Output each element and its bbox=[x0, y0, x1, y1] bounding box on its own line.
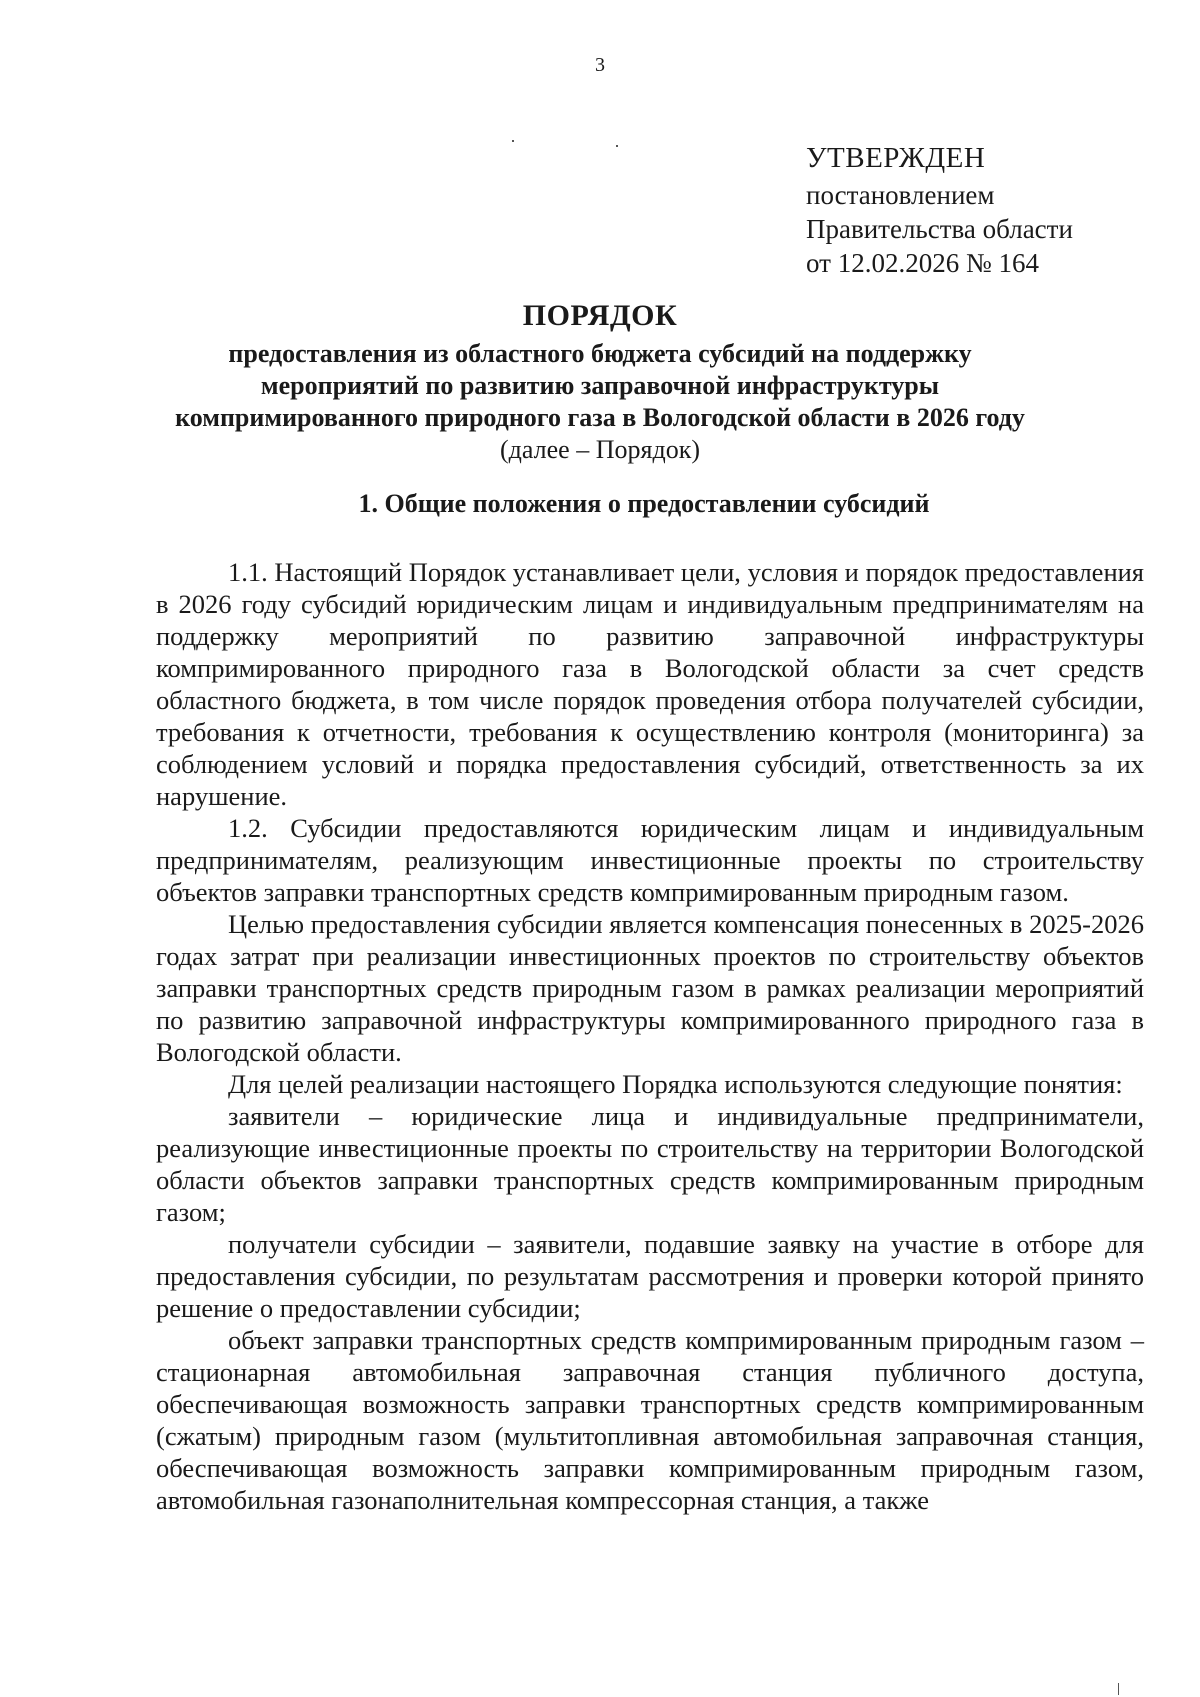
document-short-name: (далее – Порядок) bbox=[500, 435, 700, 464]
paragraph: получатели субсидии – заявители, подавшие заявку на участие в отборе для предоставления субсидии, по результатам рассмотрения и проверки которой принято решение о предоставлении субсидии; bbox=[156, 1229, 1144, 1323]
paragraph: заявители – юридические лица и индивидуальные предприниматели, реализующие инвестиционные проекты по строительству на территории Вологодской области объектов заправки транспортных средств компримированным природным газом; bbox=[156, 1101, 1144, 1227]
approval-stamp-block bbox=[806, 138, 1186, 280]
paragraph: Для целей реализации настоящего Порядка используются следующие понятия: bbox=[228, 1069, 1123, 1099]
approval-date-number: от 12.02.2026 № 164 bbox=[806, 248, 1039, 278]
document-subtitle-line: предоставления из областного бюджета субсидий на поддержку bbox=[228, 339, 972, 368]
scan-speck bbox=[512, 140, 514, 142]
approval-line: постановлением bbox=[806, 180, 995, 210]
scan-speck bbox=[616, 145, 618, 147]
approval-line: Правительства области bbox=[806, 214, 1073, 244]
document-body bbox=[156, 556, 1144, 1516]
scan-speck bbox=[1118, 1683, 1119, 1695]
document-subtitle-line: мероприятий по развитию заправочной инфраструктуры bbox=[260, 371, 940, 400]
document-title-block bbox=[0, 294, 1200, 466]
paragraph: Целью предоставления субсидии является компенсация понесенных в 2025-2026 годах затрат при реализации инвестиционных проектов по строительству объектов заправки транспортных средств природным газом в рамках реализации мероприятий по развитию заправочной инфраструктуры компримированного природного газа в Вологодской области. bbox=[156, 909, 1144, 1067]
document-title: ПОРЯДОК bbox=[522, 299, 678, 332]
document-subtitle-line: компримированного природного газа в Вологодской области в 2026 году bbox=[175, 403, 1025, 432]
paragraph: 1.2. Субсидии предоставляются юридическим лицам и индивидуальным предпринимателям, реализующим инвестиционные проекты по строительству объектов заправки транспортных средств компримированным природным газом. bbox=[156, 813, 1144, 907]
page-number: 3 bbox=[595, 54, 605, 76]
paragraph: 1.1. Настоящий Порядок устанавливает цели, условия и порядок предоставления в 2026 году субсидий юридическим лицам и индивидуальным предпринимателям на поддержку мероприятий по развитию заправочной инфраструктуры компримированного природного газа в Вологодской области за счет средств областного бюджета, в том числе порядок проведения отбора получателей субсидии, требования к отчетности, требования к осуществлению контроля (мониторинга) за соблюдением условий и порядка предоставления субсидий, ответственность за их нарушение. bbox=[156, 557, 1144, 811]
paragraph: объект заправки транспортных средств компримированным природным газом – стационарная автомобильная заправочная станция публичного доступа, обеспечивающая возможность заправки транспортных средств компримированным (сжатым) природным газом (мультитопливная автомобильная заправочная станция, обеспечивающая возможность заправки компримированным природным газом, автомобильная газонаполнительная компрессорная станция, а также bbox=[156, 1325, 1144, 1515]
section-heading: 1. Общие положения о предоставлении субсидий bbox=[358, 489, 930, 518]
approval-heading: УТВЕРЖДЕН bbox=[806, 142, 986, 174]
